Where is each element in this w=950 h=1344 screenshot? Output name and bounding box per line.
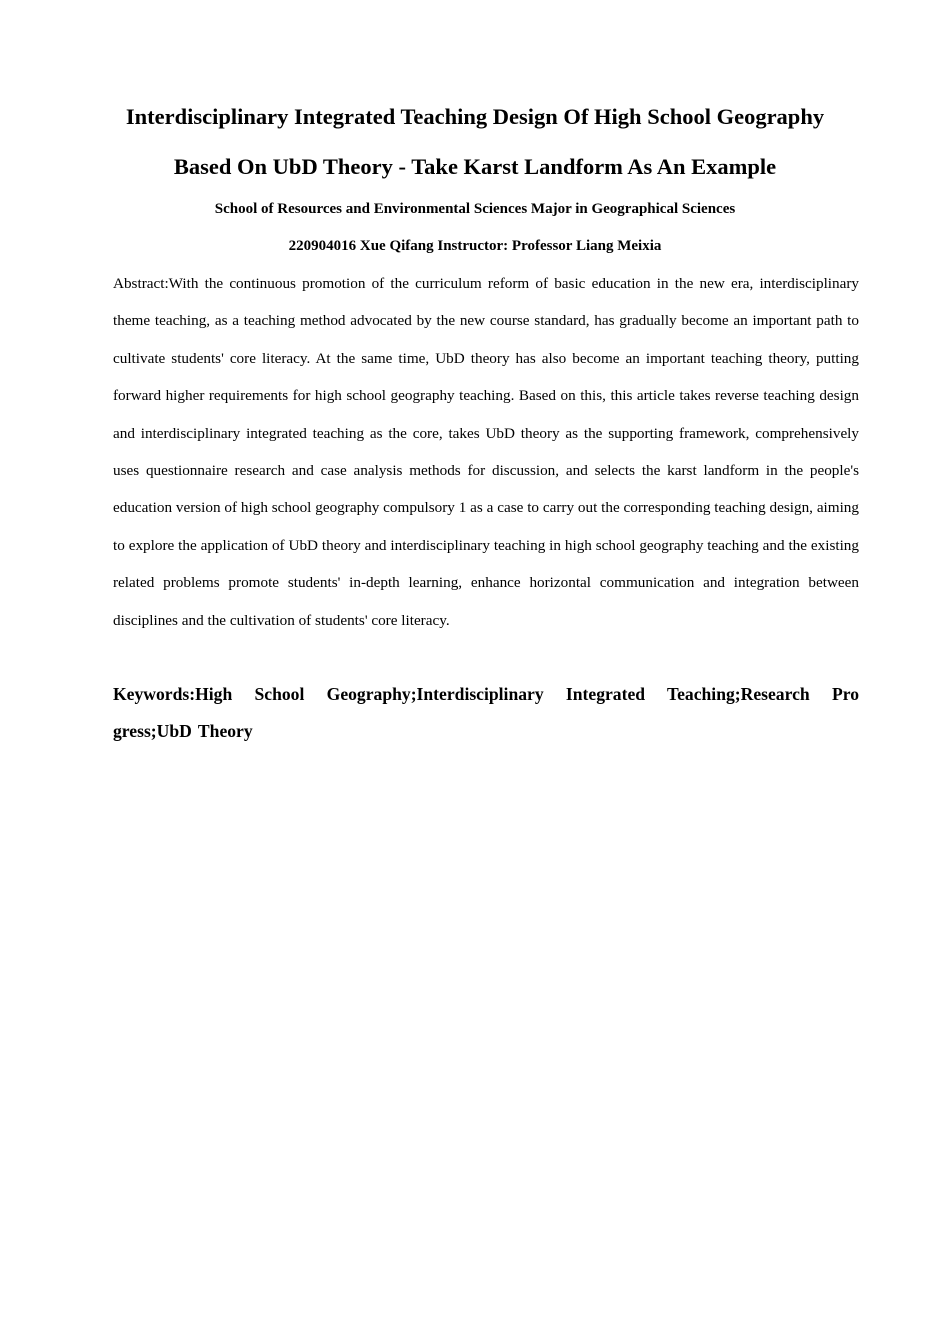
paper-title-line-1: Interdisciplinary Integrated Teaching Design Of High School Geography bbox=[125, 104, 825, 129]
author-line: 220904016 Xue Qifang Instructor: Professor Liang Meixia bbox=[288, 238, 662, 254]
title-block bbox=[40, 92, 910, 192]
keywords-paragraph: Keywords:High School Geography;Interdisciplinary Integrated Teaching;Research Pro gress;UbD Theory bbox=[113, 684, 859, 742]
author-info bbox=[40, 191, 910, 265]
abstract-paragraph: Abstract:With the continuous promotion of the curriculum reform of basic education in the new era, interdisciplinary theme teaching, as a teaching method advocated by the new course standard, has gradually become an important path to cultivate students' core literacy. At the same time, UbD theory has also become an important teaching theory, putting forward higher requirements for high school geography teaching. Based on this, this article takes reverse teaching design and interdisciplinary integrated teaching as the core, takes UbD theory as the supporting framework, comprehensively uses questionnaire research and case analysis methods for discussion, and selects the karst landform in the people's education version of high school geography compulsory 1 as a case to carry out the corresponding teaching design, aiming to explore the application of UbD theory and interdisciplinary teaching in high school geography teaching and the existing related problems promote students' in-depth learning, enhance horizontal communication and integration between disciplines and the cultivation of students' core literacy. bbox=[113, 275, 859, 629]
paper-title-line-2: Based On UbD Theory - Take Karst Landform As An Example bbox=[173, 154, 777, 179]
school-line: School of Resources and Environmental Sciences Major in Geographical Sciences bbox=[214, 201, 736, 217]
